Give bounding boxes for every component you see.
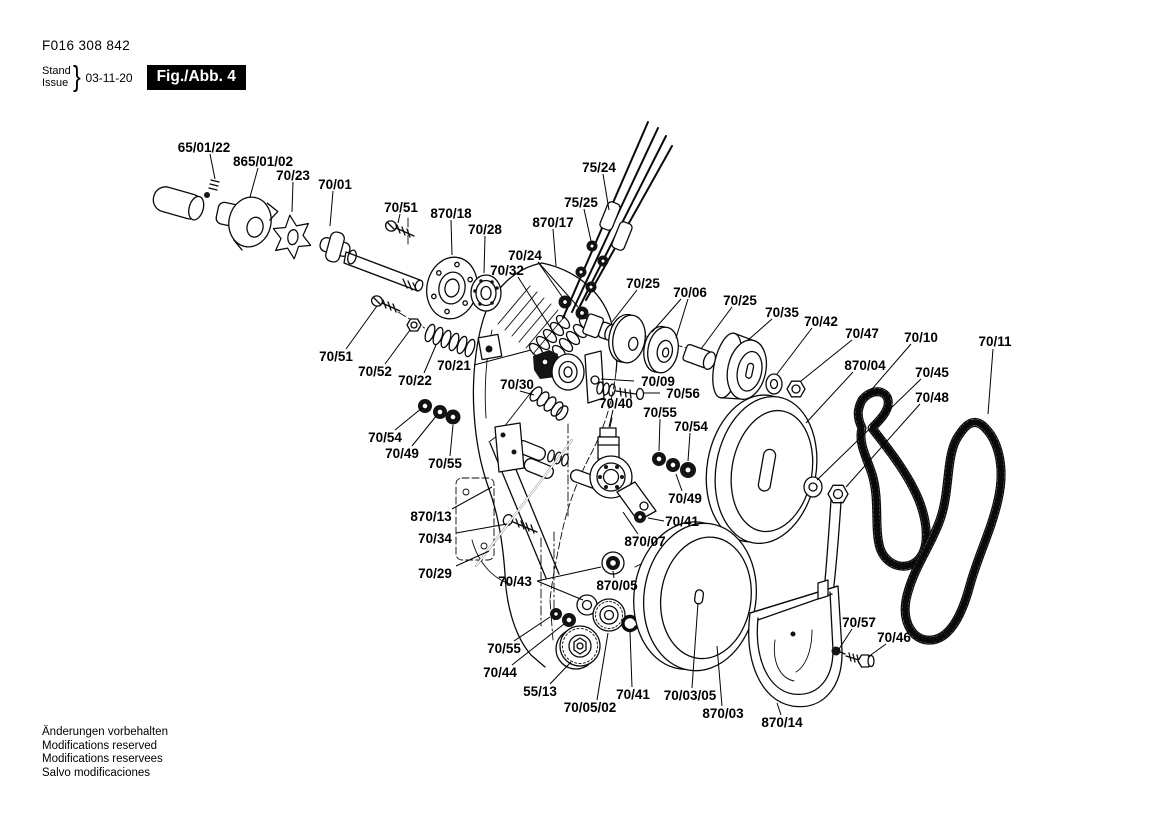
part-label-70-05-02: 70/05/02 bbox=[563, 700, 617, 715]
issue-label: Issue bbox=[42, 76, 69, 89]
spring-70-22 bbox=[423, 323, 477, 358]
stand-label: Stand bbox=[42, 65, 71, 77]
reservation-notice bbox=[42, 726, 168, 780]
part-label-70-29: 70/29 bbox=[418, 566, 452, 581]
leader-line bbox=[806, 372, 853, 423]
washer-trio-right bbox=[652, 452, 696, 478]
part-label-70-32: 70/32 bbox=[490, 263, 524, 278]
disc-70-25 bbox=[605, 312, 649, 366]
leader-line bbox=[385, 330, 410, 364]
ring-70-55-bottom bbox=[550, 608, 562, 620]
part-label-70-21: 70/21 bbox=[437, 358, 471, 373]
part-label-70-54: 70/54 bbox=[368, 430, 402, 445]
part-label-70-43: 70/43 bbox=[498, 574, 532, 589]
part-label-70-06: 70/06 bbox=[673, 285, 707, 300]
washer-trio-left bbox=[418, 399, 461, 425]
notice-line-es: Salvo modificaciones bbox=[42, 766, 151, 779]
part-label-870-14: 870/14 bbox=[761, 715, 803, 730]
leader-line bbox=[395, 408, 422, 430]
disc-70-06 bbox=[640, 324, 681, 375]
rod-70-29 bbox=[476, 440, 572, 566]
leader-line bbox=[550, 662, 571, 684]
part-label-70-52: 70/52 bbox=[358, 364, 392, 379]
leader-line bbox=[648, 518, 664, 521]
ring-870-05 bbox=[602, 552, 624, 574]
leader-line bbox=[603, 174, 609, 210]
part-label-70-44: 70/44 bbox=[483, 665, 517, 680]
washer-70-42 bbox=[766, 374, 782, 394]
coupling bbox=[211, 190, 280, 255]
leader-line bbox=[346, 306, 377, 349]
leader-line bbox=[452, 487, 492, 509]
brace-glyph: } bbox=[72, 61, 81, 93]
leader-line bbox=[250, 168, 258, 197]
screw-70-57 bbox=[832, 647, 846, 656]
part-label-70-35: 70/35 bbox=[765, 305, 799, 320]
nut-70-47 bbox=[787, 381, 805, 397]
issue-date: 03-11-20 bbox=[85, 70, 133, 85]
part-label-870-03: 870/03 bbox=[702, 706, 744, 721]
part-label-70-10: 70/10 bbox=[904, 330, 938, 345]
leader-line bbox=[210, 154, 215, 179]
leader-line bbox=[688, 433, 690, 461]
part-label-70-47: 70/47 bbox=[845, 326, 879, 341]
leader-line bbox=[538, 262, 579, 308]
part-label-55-13: 55/13 bbox=[523, 684, 557, 699]
part-label-70-55: 70/55 bbox=[643, 405, 677, 420]
part-label-70-49: 70/49 bbox=[668, 491, 702, 506]
ring-70-44 bbox=[562, 613, 576, 627]
part-label-70-41: 70/41 bbox=[665, 514, 699, 529]
part-label-70-40: 70/40 bbox=[599, 396, 633, 411]
notice-line-fr: Modifications reservees bbox=[42, 753, 163, 765]
part-label-70-23: 70/23 bbox=[276, 168, 310, 183]
part-label-70-56: 70/56 bbox=[666, 386, 700, 401]
leader-line bbox=[537, 567, 601, 581]
part-label-70-24: 70/24 bbox=[508, 248, 542, 263]
document-part-number: F016 308 842 bbox=[42, 38, 131, 53]
part-label-70-25: 70/25 bbox=[626, 276, 660, 291]
clip-70-41-bottom bbox=[623, 617, 636, 631]
leader-line bbox=[630, 632, 632, 687]
hub-bearing bbox=[552, 354, 584, 390]
leader-line bbox=[747, 319, 772, 341]
part-label-70-01: 70/01 bbox=[318, 177, 352, 192]
part-label-70-28: 70/28 bbox=[468, 222, 502, 237]
pulley-70-05-02 bbox=[593, 599, 625, 631]
figure-number-badge: Fig./Abb. 4 bbox=[147, 65, 246, 90]
damper-cylinders bbox=[514, 439, 601, 490]
input-shaft bbox=[150, 184, 206, 222]
part-label-70-48: 70/48 bbox=[915, 390, 949, 405]
screw-70-34 bbox=[502, 513, 537, 533]
screw-70-51-upper bbox=[384, 219, 414, 237]
part-label-70-03-05: 70/03/05 bbox=[663, 688, 717, 703]
belt-70-10 bbox=[858, 392, 926, 567]
leader-line bbox=[412, 415, 437, 446]
part-label-70-25: 70/25 bbox=[723, 293, 757, 308]
part-label-70-42: 70/42 bbox=[804, 314, 838, 329]
part-label-70-55: 70/55 bbox=[487, 641, 521, 656]
part-label-70-51: 70/51 bbox=[319, 349, 353, 364]
part-label-70-51: 70/51 bbox=[384, 200, 418, 215]
leader-line bbox=[292, 182, 293, 212]
leader-line bbox=[330, 191, 333, 226]
tensioner-roller bbox=[590, 456, 656, 521]
part-label-70-41: 70/41 bbox=[616, 687, 650, 702]
part-label-70-34: 70/34 bbox=[418, 531, 452, 546]
washer-70-45 bbox=[804, 477, 822, 497]
leader-line bbox=[777, 703, 781, 715]
part-label-870-04: 870/04 bbox=[844, 358, 886, 373]
part-label-75-25: 75/25 bbox=[564, 195, 598, 210]
part-label-870-07: 870/07 bbox=[624, 534, 666, 549]
leader-line bbox=[676, 299, 688, 338]
part-label-70-46: 70/46 bbox=[877, 630, 911, 645]
leader-line bbox=[553, 229, 556, 266]
notice-line-en: Modifications reserved bbox=[42, 739, 158, 752]
leader-line bbox=[450, 425, 453, 456]
nut-70-52 bbox=[407, 319, 421, 331]
leader-line bbox=[514, 617, 550, 641]
part-label-870-13: 870/13 bbox=[410, 509, 452, 524]
leader-line bbox=[484, 236, 485, 273]
leader-line bbox=[868, 644, 886, 657]
leader-line bbox=[659, 419, 660, 451]
notice-line-de: Änderungen vorbehalten bbox=[42, 726, 168, 738]
leader-line bbox=[676, 474, 682, 491]
leader-line bbox=[584, 209, 591, 241]
leader-line bbox=[601, 379, 634, 381]
star-gear bbox=[270, 213, 315, 261]
part-label-870-05: 870/05 bbox=[596, 578, 638, 593]
part-label-70-22: 70/22 bbox=[398, 373, 432, 388]
leader-line bbox=[537, 581, 583, 600]
part-label-70-49: 70/49 bbox=[385, 446, 419, 461]
part-label-65-01-22: 65/01/22 bbox=[177, 140, 231, 155]
bushing-70-25-right bbox=[682, 343, 718, 371]
part-label-70-54: 70/54 bbox=[674, 419, 708, 434]
part-label-70-55: 70/55 bbox=[428, 456, 462, 471]
part-label-70-30: 70/30 bbox=[500, 377, 534, 392]
part-label-865-01-02: 865/01/02 bbox=[232, 154, 294, 169]
belt-70-11 bbox=[905, 422, 1001, 640]
part-label-870-18: 870/18 bbox=[430, 206, 472, 221]
part-label-75-24: 75/24 bbox=[582, 160, 616, 175]
issue-row bbox=[42, 61, 246, 94]
washer-70-41-mid bbox=[634, 511, 646, 523]
set-screw bbox=[204, 180, 219, 198]
part-label-70-45: 70/45 bbox=[915, 365, 949, 380]
gear-55-13 bbox=[556, 626, 600, 669]
part-label-870-17: 870/17 bbox=[532, 215, 574, 230]
leader-line bbox=[456, 551, 489, 566]
ball-bearing bbox=[471, 275, 501, 311]
leader-line bbox=[988, 349, 993, 414]
part-label-70-09: 70/09 bbox=[641, 374, 675, 389]
stand-issue-label bbox=[42, 66, 71, 89]
part-label-70-57: 70/57 bbox=[842, 615, 876, 630]
part-label-70-11: 70/11 bbox=[978, 334, 1012, 349]
leader-line bbox=[777, 328, 812, 374]
leader-line bbox=[451, 220, 452, 255]
leader-line bbox=[398, 214, 400, 223]
leader-line bbox=[518, 277, 552, 330]
leader-line bbox=[424, 345, 436, 373]
